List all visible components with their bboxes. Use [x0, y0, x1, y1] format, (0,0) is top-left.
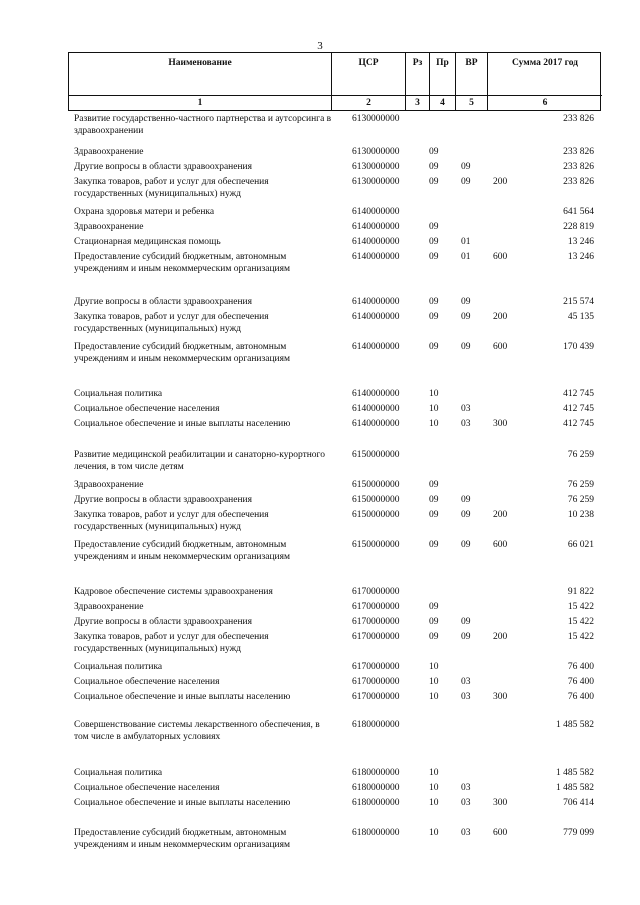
cell-vr: 600 — [493, 252, 508, 262]
cell-name: Предоставление субсидий бюджетным, автономным учреждениям и иным некоммерческим организациям — [74, 342, 291, 364]
cell-csr: 6180000000 — [352, 720, 400, 730]
cell-csr: 6150000000 — [352, 495, 400, 505]
cell-name: Социальная политика — [74, 662, 163, 672]
cell-sum: 13 246 — [567, 252, 594, 262]
cell-sum: 1 485 582 — [556, 783, 594, 793]
cell-name: Здравоохранение — [74, 480, 144, 490]
cell-rz: 09 — [429, 297, 439, 307]
cell-name: Совершенствование системы лекарственного обеспечения, в том числе в амбулаторных условиях — [74, 720, 320, 742]
cell-sum: 215 574 — [563, 297, 594, 307]
cell-rz: 10 — [429, 389, 439, 399]
cell-rz: 10 — [429, 419, 439, 429]
cell-sum: 228 819 — [563, 222, 594, 232]
header-divider — [488, 95, 602, 96]
cell-pr: 03 — [461, 828, 471, 838]
cell-name: Социальная политика — [74, 389, 163, 399]
cell-csr: 6180000000 — [352, 798, 400, 808]
cell-pr: 01 — [461, 237, 471, 247]
table-row — [0, 631, 640, 659]
cell-name: Социальное обеспечение населения — [74, 783, 220, 793]
cell-sum: 412 745 — [563, 389, 594, 399]
table-row — [0, 251, 640, 279]
cell-name: Кадровое обеспечение системы здравоохранения — [74, 587, 273, 597]
cell-name: Закупка товаров, работ и услуг для обеспечения государственных (муниципальных) нужд — [74, 632, 269, 654]
cell-rz: 10 — [429, 692, 439, 702]
cell-vr: 600 — [493, 342, 508, 352]
cell-vr: 600 — [493, 828, 508, 838]
cell-csr: 6140000000 — [352, 419, 400, 429]
cell-pr: 09 — [461, 617, 471, 627]
cell-sum: 170 439 — [563, 342, 594, 352]
cell-pr: 09 — [461, 540, 471, 550]
cell-csr: 6170000000 — [352, 587, 400, 597]
cell-name: Стационарная медицинская помощь — [74, 237, 221, 247]
cell-sum: 233 826 — [563, 114, 594, 124]
cell-pr: 03 — [461, 783, 471, 793]
cell-csr: 6150000000 — [352, 480, 400, 490]
cell-name: Здравоохранение — [74, 147, 144, 157]
cell-sum: 76 259 — [567, 450, 594, 460]
cell-name: Развитие государственно-частного партнерства и аутсорсинга в здравоохранении — [74, 114, 332, 136]
cell-pr: 03 — [461, 677, 471, 687]
cell-sum: 15 422 — [567, 617, 594, 627]
cell-rz: 10 — [429, 677, 439, 687]
cell-sum: 76 400 — [567, 662, 594, 672]
cell-sum: 76 259 — [567, 495, 594, 505]
table-row — [0, 827, 640, 855]
cell-csr: 6150000000 — [352, 510, 400, 520]
cell-name: Другие вопросы в области здравоохранения — [74, 617, 253, 627]
cell-sum: 66 021 — [567, 540, 594, 550]
cell-csr: 6150000000 — [352, 450, 400, 460]
cell-sum: 1 485 582 — [556, 720, 594, 730]
table-row — [0, 691, 640, 719]
cell-rz: 09 — [429, 632, 439, 642]
table-row — [0, 539, 640, 567]
cell-rz: 10 — [429, 404, 439, 414]
header-pr — [429, 53, 455, 110]
cell-rz: 10 — [429, 768, 439, 778]
header-pr-number: 4 — [440, 98, 445, 108]
cell-csr: 6130000000 — [352, 147, 400, 157]
cell-pr: 03 — [461, 419, 471, 429]
table-header — [68, 52, 601, 111]
cell-sum: 233 826 — [563, 147, 594, 157]
table-row — [0, 341, 640, 369]
cell-vr: 300 — [493, 692, 508, 702]
cell-csr: 6140000000 — [352, 237, 400, 247]
cell-rz: 09 — [429, 162, 439, 172]
cell-sum: 233 826 — [563, 177, 594, 187]
cell-sum: 641 564 — [563, 207, 594, 217]
cell-csr: 6140000000 — [352, 404, 400, 414]
cell-sum: 76 400 — [567, 677, 594, 687]
cell-csr: 6140000000 — [352, 222, 400, 232]
cell-csr: 6170000000 — [352, 617, 400, 627]
header-name-label: Наименование — [168, 58, 232, 68]
cell-sum: 412 745 — [563, 404, 594, 414]
header-pr-label: Пр — [436, 58, 449, 68]
cell-csr: 6140000000 — [352, 312, 400, 322]
cell-pr: 03 — [461, 798, 471, 808]
cell-csr: 6140000000 — [352, 207, 400, 217]
table-row — [0, 311, 640, 339]
cell-csr: 6170000000 — [352, 632, 400, 642]
cell-vr: 300 — [493, 798, 508, 808]
cell-rz: 09 — [429, 222, 439, 232]
cell-name: Закупка товаров, работ и услуг для обеспечения государственных (муниципальных) нужд — [74, 312, 269, 334]
table-row — [0, 509, 640, 537]
cell-csr: 6180000000 — [352, 783, 400, 793]
cell-csr: 6130000000 — [352, 177, 400, 187]
cell-vr: 600 — [493, 540, 508, 550]
cell-rz: 09 — [429, 252, 439, 262]
cell-pr: 09 — [461, 632, 471, 642]
cell-name: Развитие медицинской реабилитации и санаторно-курортного лечения, в том числе детям — [74, 450, 325, 472]
cell-name: Предоставление субсидий бюджетным, автономным учреждениям и иным некоммерческим организациям — [74, 828, 291, 850]
cell-sum: 15 422 — [567, 602, 594, 612]
cell-name: Социальная политика — [74, 768, 163, 778]
cell-pr: 09 — [461, 177, 471, 187]
cell-csr: 6170000000 — [352, 692, 400, 702]
cell-rz: 09 — [429, 237, 439, 247]
header-rz-label: Рз — [412, 58, 423, 68]
cell-csr: 6150000000 — [352, 540, 400, 550]
header-csr — [331, 53, 405, 110]
cell-sum: 45 135 — [567, 312, 594, 322]
cell-sum: 15 422 — [567, 632, 594, 642]
cell-name: Предоставление субсидий бюджетным, автономным учреждениям и иным некоммерческим организациям — [74, 252, 291, 274]
cell-rz: 10 — [429, 783, 439, 793]
cell-vr: 200 — [493, 510, 508, 520]
cell-vr: 300 — [493, 419, 508, 429]
cell-rz: 09 — [429, 540, 439, 550]
cell-name: Здравоохранение — [74, 222, 144, 232]
cell-pr: 03 — [461, 692, 471, 702]
cell-pr: 09 — [461, 297, 471, 307]
header-vr — [455, 53, 487, 110]
table-row — [0, 176, 640, 204]
cell-csr: 6170000000 — [352, 677, 400, 687]
cell-csr: 6130000000 — [352, 162, 400, 172]
header-divider — [456, 95, 487, 96]
cell-sum: 76 400 — [567, 692, 594, 702]
cell-csr: 6140000000 — [352, 252, 400, 262]
cell-name: Социальное обеспечение населения — [74, 677, 220, 687]
cell-rz: 09 — [429, 495, 439, 505]
header-csr-label: ЦСР — [358, 58, 379, 68]
cell-sum: 706 414 — [563, 798, 594, 808]
cell-rz: 09 — [429, 342, 439, 352]
table-row — [0, 797, 640, 825]
cell-rz: 10 — [429, 798, 439, 808]
table-row — [0, 113, 640, 141]
header-rz-number: 3 — [415, 98, 420, 108]
header-name — [69, 53, 331, 110]
cell-pr: 03 — [461, 404, 471, 414]
cell-vr: 200 — [493, 312, 508, 322]
cell-rz: 09 — [429, 480, 439, 490]
cell-rz: 10 — [429, 662, 439, 672]
cell-csr: 6170000000 — [352, 662, 400, 672]
header-divider — [332, 95, 405, 96]
cell-name: Закупка товаров, работ и услуг для обеспечения государственных (муниципальных) нужд — [74, 510, 269, 532]
header-name-number: 1 — [197, 98, 203, 108]
table-row — [0, 418, 640, 446]
table-row — [0, 719, 640, 747]
cell-sum: 779 099 — [563, 828, 594, 838]
cell-sum: 76 259 — [567, 480, 594, 490]
header-sum-number: 6 — [542, 98, 548, 108]
cell-sum: 91 822 — [567, 587, 594, 597]
cell-vr: 200 — [493, 177, 508, 187]
header-rz — [405, 53, 429, 110]
header-divider — [406, 95, 429, 96]
cell-name: Другие вопросы в области здравоохранения — [74, 495, 253, 505]
page-number: 3 — [317, 40, 323, 52]
cell-name: Другие вопросы в области здравоохранения — [74, 297, 253, 307]
cell-pr: 09 — [461, 495, 471, 505]
header-vr-number: 5 — [469, 98, 474, 108]
cell-csr: 6140000000 — [352, 297, 400, 307]
cell-name: Закупка товаров, работ и услуг для обеспечения государственных (муниципальных) нужд — [74, 177, 269, 199]
cell-csr: 6170000000 — [352, 602, 400, 612]
cell-sum: 1 485 582 — [556, 768, 594, 778]
cell-pr: 09 — [461, 162, 471, 172]
cell-name: Другие вопросы в области здравоохранения — [74, 162, 253, 172]
cell-vr: 200 — [493, 632, 508, 642]
header-divider — [69, 95, 331, 96]
cell-csr: 6180000000 — [352, 768, 400, 778]
cell-rz: 09 — [429, 602, 439, 612]
cell-name: Охрана здоровья матери и ребенка — [74, 207, 215, 217]
cell-csr: 6140000000 — [352, 389, 400, 399]
table-row — [0, 449, 640, 477]
cell-sum: 13 246 — [567, 237, 594, 247]
cell-pr: 01 — [461, 252, 471, 262]
cell-csr: 6130000000 — [352, 114, 400, 124]
cell-rz: 09 — [429, 617, 439, 627]
cell-rz: 10 — [429, 828, 439, 838]
cell-sum: 412 745 — [563, 419, 594, 429]
cell-sum: 233 826 — [563, 162, 594, 172]
cell-name: Предоставление субсидий бюджетным, автономным учреждениям и иным некоммерческим организациям — [74, 540, 291, 562]
cell-name: Социальное обеспечение населения — [74, 404, 220, 414]
cell-pr: 09 — [461, 342, 471, 352]
header-csr-number: 2 — [366, 98, 371, 108]
cell-name: Социальное обеспечение и иные выплаты населению — [74, 692, 291, 702]
header-sum — [487, 53, 602, 110]
cell-pr: 09 — [461, 510, 471, 520]
cell-name: Здравоохранение — [74, 602, 144, 612]
cell-pr: 09 — [461, 312, 471, 322]
header-sum-label: Сумма 2017 год — [512, 58, 578, 68]
cell-rz: 09 — [429, 510, 439, 520]
cell-sum: 10 238 — [567, 510, 594, 520]
cell-rz: 09 — [429, 177, 439, 187]
header-divider — [430, 95, 455, 96]
cell-name: Социальное обеспечение и иные выплаты населению — [74, 798, 291, 808]
cell-name: Социальное обеспечение и иные выплаты населению — [74, 419, 291, 429]
cell-rz: 09 — [429, 147, 439, 157]
cell-csr: 6180000000 — [352, 828, 400, 838]
cell-csr: 6140000000 — [352, 342, 400, 352]
cell-rz: 09 — [429, 312, 439, 322]
header-vr-label: ВР — [465, 58, 478, 68]
